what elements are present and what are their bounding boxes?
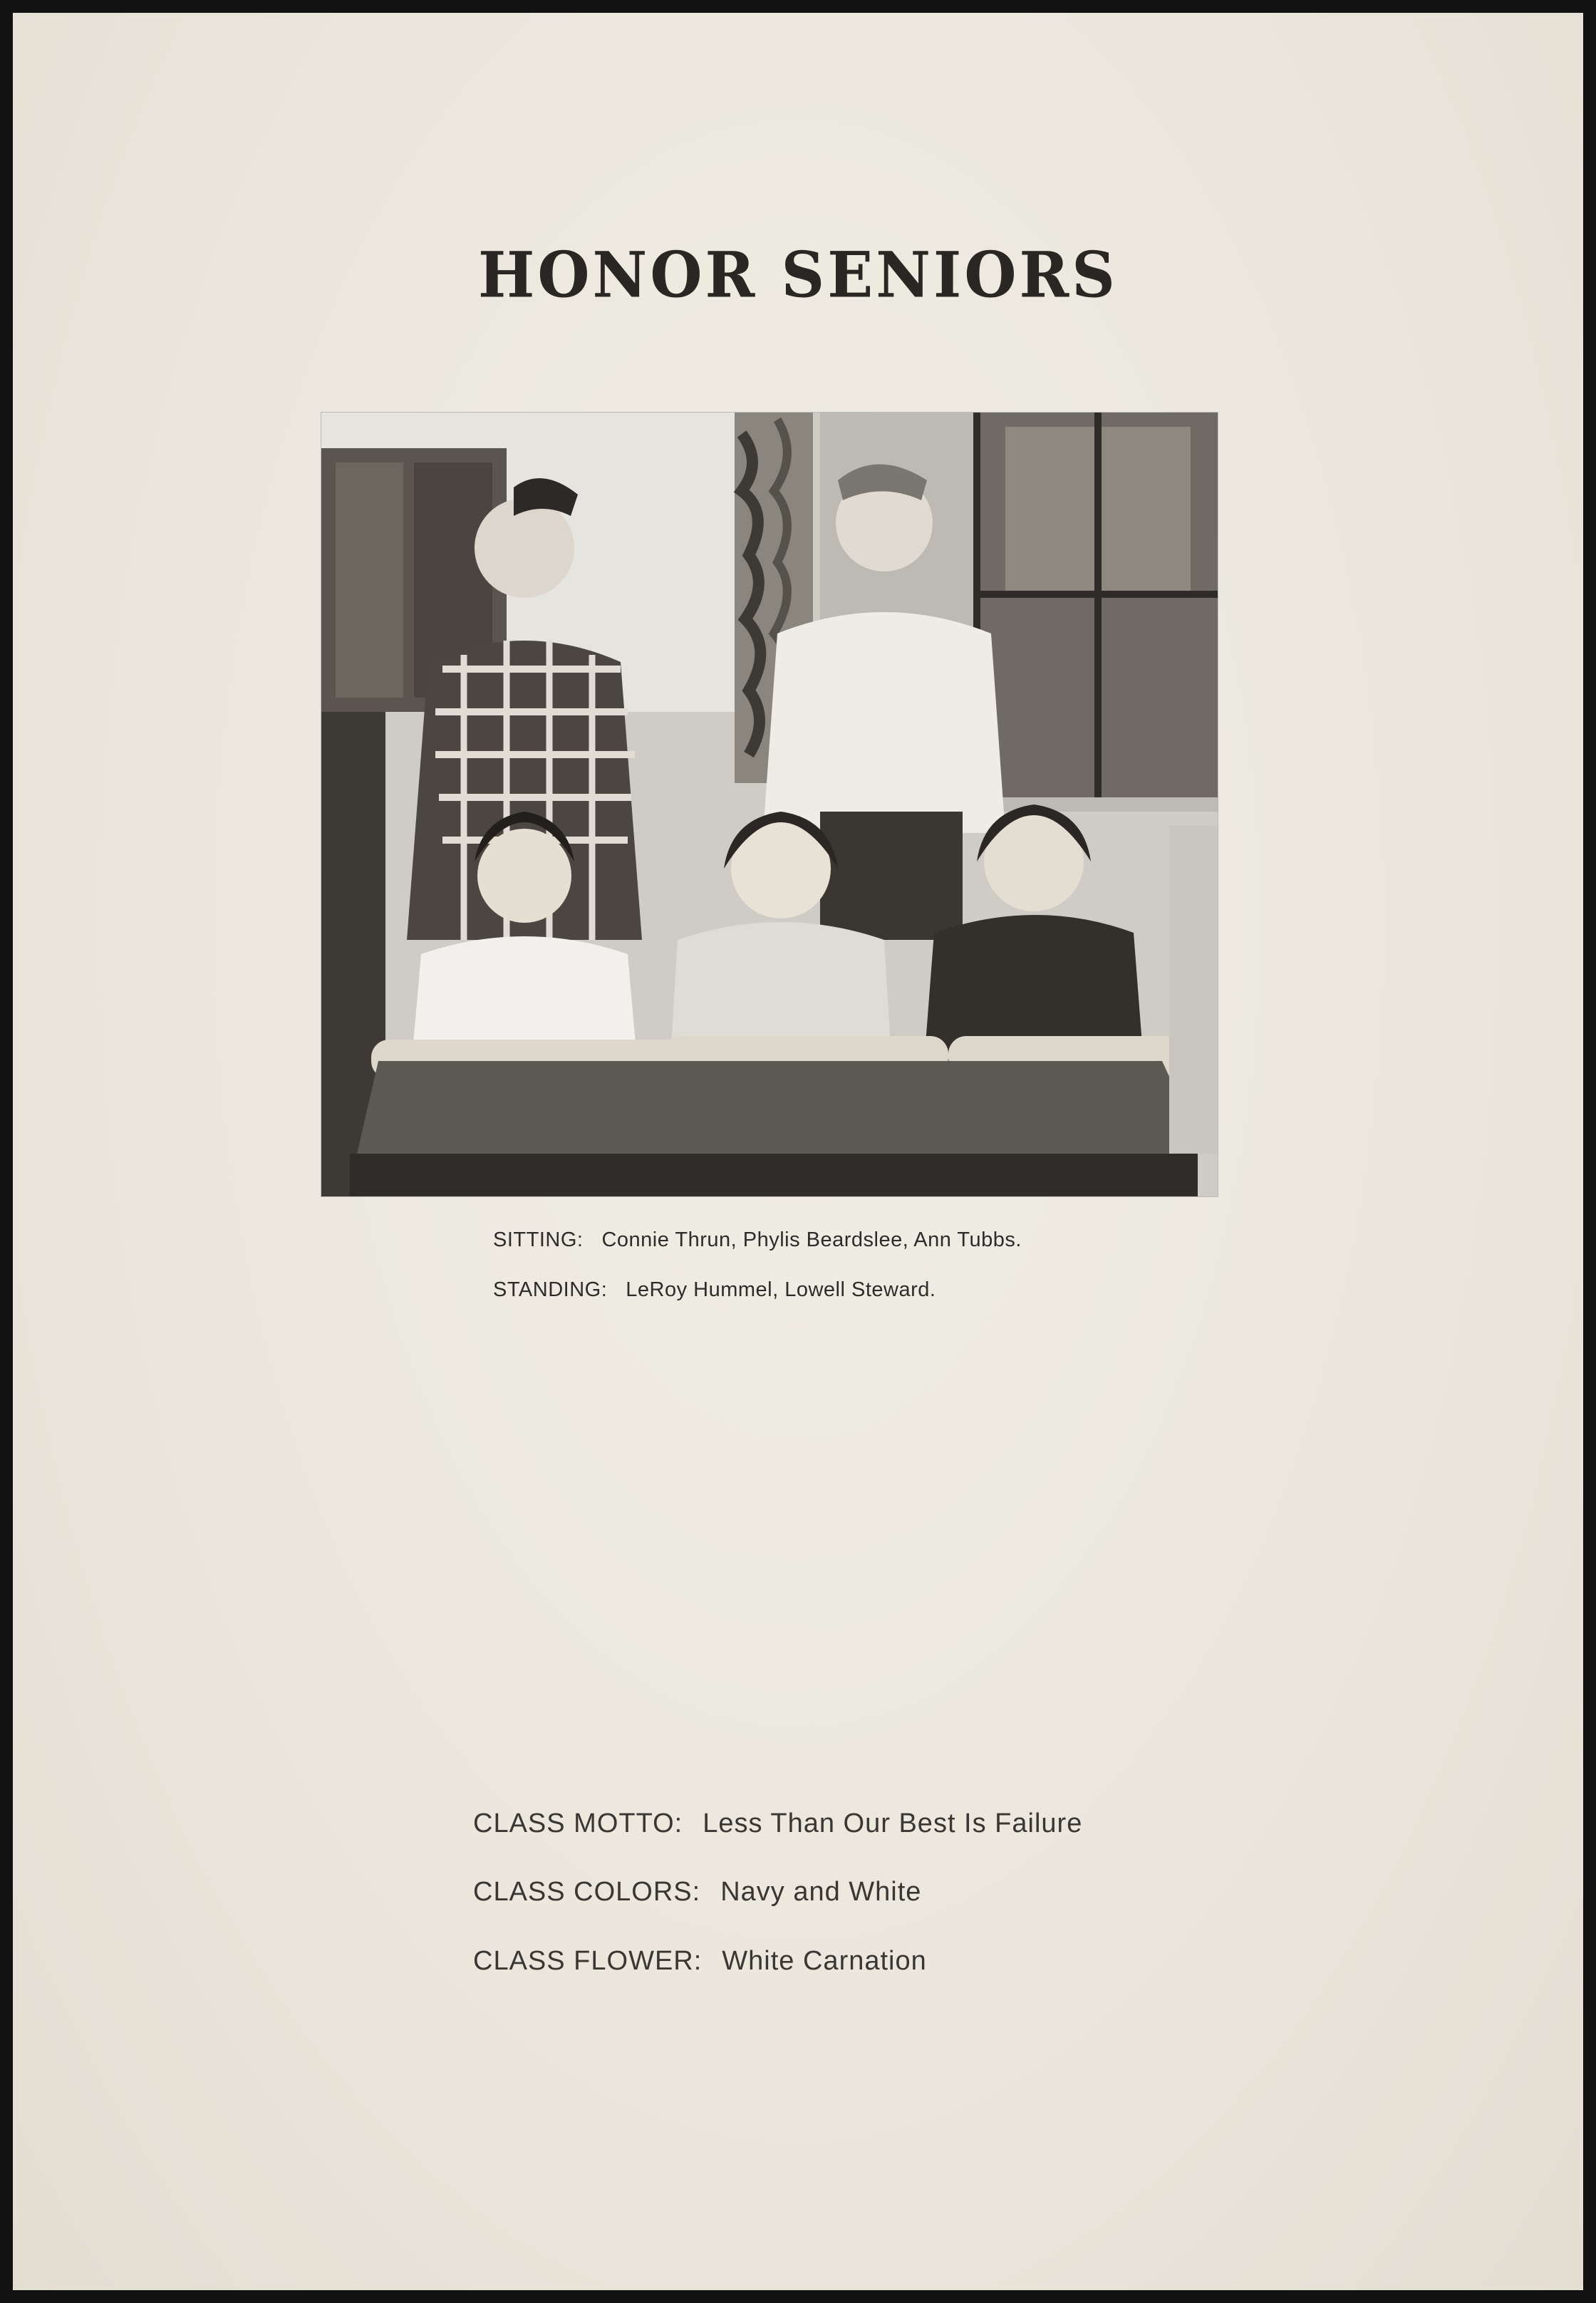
- caption-sitting-label: SITTING:: [493, 1228, 584, 1251]
- class-colors: [473, 1877, 921, 1908]
- group-photo-icon: [321, 413, 1218, 1196]
- page-title: HONOR SENIORS: [478, 237, 1118, 312]
- caption-standing-label: STANDING:: [493, 1278, 608, 1301]
- yearbook-page: [13, 13, 1583, 2290]
- group-photo: [321, 412, 1218, 1197]
- class-flower: [473, 1946, 927, 1977]
- caption-standing-names: LeRoy Hummel, Lowell Steward.: [626, 1278, 936, 1301]
- class-motto: [473, 1808, 1082, 1839]
- class-flower-value: White Carnation: [722, 1946, 927, 1976]
- caption-sitting: [493, 1228, 1022, 1252]
- class-colors-value: Navy and White: [720, 1877, 922, 1907]
- class-motto-label: CLASS MOTTO:: [473, 1808, 683, 1838]
- class-flower-label: CLASS FLOWER:: [473, 1946, 703, 1976]
- caption-sitting-names: Connie Thrun, Phylis Beardslee, Ann Tubbs.: [601, 1228, 1022, 1251]
- class-colors-label: CLASS COLORS:: [473, 1877, 701, 1907]
- class-motto-value: Less Than Our Best Is Failure: [703, 1808, 1083, 1838]
- caption-standing: [493, 1278, 936, 1302]
